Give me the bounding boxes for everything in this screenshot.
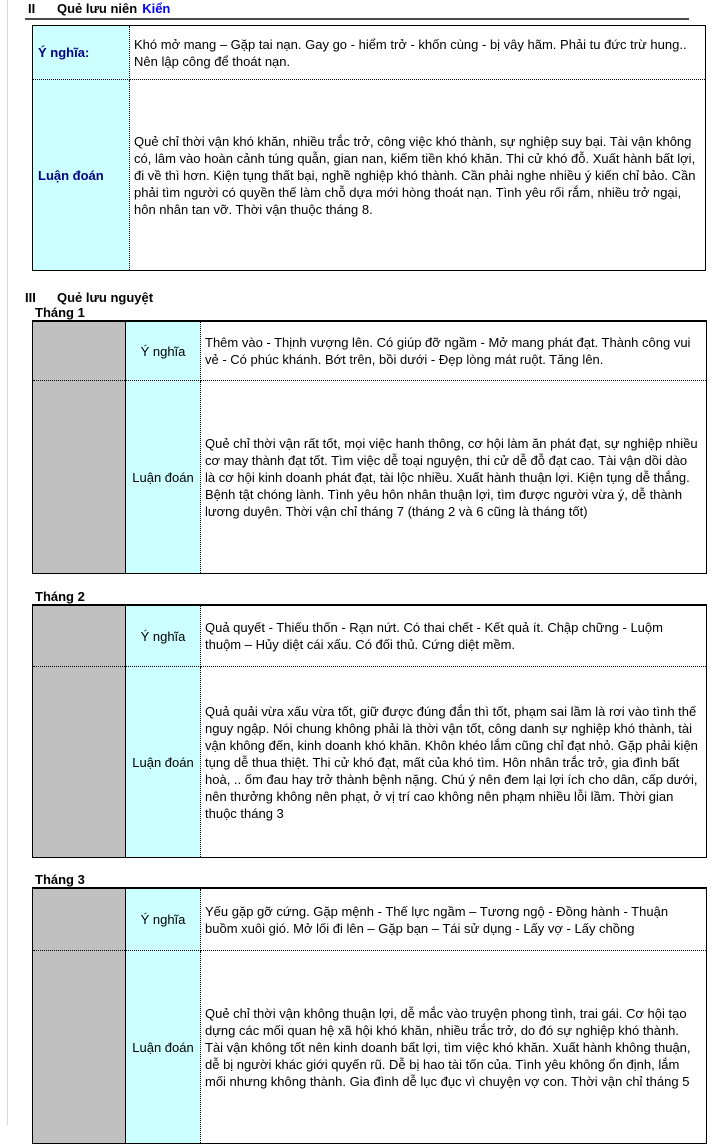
table-row bbox=[33, 80, 706, 271]
meaning-label: Ý nghĩa bbox=[126, 888, 201, 951]
meaning-text: Quả quyết - Thiếu thốn - Rạn nứt. Có thai chết - Kết quả ít. Chập chững - Luộm thuộm – Hủy diệt cái xấu. Có đối thủ. Cứng diệt mềm. bbox=[201, 605, 707, 667]
section-title: Quẻ lưu nguyệt bbox=[57, 290, 154, 305]
hexagram-link[interactable]: Kiển bbox=[142, 1, 171, 16]
judgment-text: Quẻ chỉ thời vận khó khăn, nhiều trắc trở, công việc khó thành, sự nghiệp suy bại. Tài vận không có, lâm vào hoàn cảnh túng quẫn, gian nan, kiếm tiền khó khăn. Thi cử khó đỗ. Xuất hành bất lợi, đi về thì hơn. Kiện tụng thất bại, nghề nghiệp khó thành. Cần phải nghe nhiều ý kiến chỉ bảo. Cần phải tìm người có quyền thế làm chỗ dựa mới hòng thoát nạn. Tình yêu rối rắm, nhiều trở ngại, hôn nhân tan vỡ. Thời vận thuộc tháng 8. bbox=[134, 133, 696, 217]
annual-table bbox=[32, 25, 706, 271]
meaning-label: Ý nghĩa: bbox=[33, 26, 130, 80]
section-numeral: III bbox=[25, 290, 36, 305]
meaning-text: Thêm vào - Thịnh vượng lên. Có giúp đỡ ngầm - Mở mang phát đạt. Thành công vui vẻ - Có phúc khánh. Bớt trên, bồi dưới - Đẹp lòng mát ruột. Tăng lên. bbox=[201, 321, 707, 381]
section-monthly-heading bbox=[0, 291, 718, 305]
table-row bbox=[33, 605, 707, 667]
table-row bbox=[33, 888, 707, 951]
section-annual-heading bbox=[0, 2, 718, 16]
hexagram-cell bbox=[33, 321, 126, 381]
month-table bbox=[32, 887, 707, 1144]
hexagram-cell bbox=[33, 667, 126, 858]
judgment-text: Quẻ chỉ thời vận rất tốt, mọi việc hanh thông, cơ hội làm ăn phát đạt, sự nghiệp nhiều cơ may thành đạt tốt. Tìm việc dễ toại nguyện, thi cử dễ đỗ đạt cao. Tài vận dồi dào là cơ hội kinh doanh phát đạt, tài lộc nhiều. Xuất hành thuận lợi. Kiện tụng dễ thắng. Bệnh tật chóng lành. Tình yêu hôn nhân thuận lợi, tìm được người vừa ý, dễ thành lương duyên. Thời vận chỉ tháng 7 (tháng 2 và 6 cũng là tháng tốt) bbox=[205, 435, 698, 519]
month-title: Tháng 3 bbox=[35, 872, 85, 887]
judgment-text: Quả quải vừa xấu vừa tốt, giữ được đúng đắn thì tốt, phạm sai lầm là rơi vào tình thế nguy ngập. Nói chung không phải là thời vận tốt, công danh sự nghiệp khó thành, tài vận không đến, kinh doanh khó khăn. Khôn khéo lắm cũng chỉ đạt nhỏ. Gặp phải kiện tụng dễ thua thiệt. Thi cử khó đạt, mất của khó tìm. Hôn nhân trắc trở, gia đình bất hoà, .. ốm đau hay trở thành bệnh nặng. Chú ý nên đem lại lợi ích cho dân, cấp dưới, nên thưởng không nên phạt, ở vị trí cao không nên phạm nhiều lỗi lầm. Thời gian thuộc tháng 3 bbox=[205, 703, 698, 821]
meaning-text: Yếu gặp gỡ cứng. Gặp mệnh - Thế lực ngầm – Tương ngộ - Đồng hành - Thuận buồm xuôi gió. Mở lối đi lên – Gặp bạn – Tái sử dụng - Lấy vợ - Lấy chồng bbox=[201, 888, 707, 951]
table-row bbox=[33, 381, 707, 574]
month-section-2 bbox=[0, 591, 718, 858]
table-row bbox=[33, 951, 707, 1144]
table-row bbox=[33, 321, 707, 381]
month-table bbox=[32, 604, 707, 858]
judgment-label: Luận đoán bbox=[126, 951, 201, 1144]
month-table bbox=[32, 320, 707, 574]
month-title: Tháng 2 bbox=[35, 589, 85, 604]
hexagram-cell bbox=[33, 888, 126, 951]
section-numeral: II bbox=[28, 1, 36, 16]
meaning-text: Khó mở mang – Gặp tai nạn. Gay go - hiểm trở - khốn cùng - bị vây hãm. Phải tu đức trừ hung.. Nên lập công để thoát nạn. bbox=[130, 26, 706, 80]
table-row bbox=[33, 667, 707, 858]
table-row bbox=[33, 26, 706, 80]
month-section-1 bbox=[0, 307, 718, 574]
judgment-label: Luận đoán bbox=[33, 80, 130, 271]
month-section-3 bbox=[0, 874, 718, 1144]
section-title: Quẻ lưu niên bbox=[57, 1, 138, 16]
heading-rule bbox=[25, 18, 689, 20]
judgment-label: Luận đoán bbox=[126, 381, 201, 574]
meaning-label: Ý nghĩa bbox=[126, 605, 201, 667]
judgment-text: Quẻ chỉ thời vận không thuận lợi, dễ mắc vào truyện phong tình, trai gái. Cơ hội tạo dựng các mối quan hệ xã hội khó khăn, nhiều trắc trở, do đó sự nghiệp khó thành. Tài vận không tốt nên kinh doanh bất lợi, tìm việc khó khăn. Xuất hành không thuận, dễ bị người khác giới quyến rũ. Dễ bị hao tài tốn của. Tình yêu không ổn định, lắm mối nhưng không thành. Gia đình dễ lục đục vì chuyện vợ con. Thời vận chỉ tháng 5 bbox=[205, 1005, 691, 1089]
judgment-label: Luận đoán bbox=[126, 667, 201, 858]
meaning-label: Ý nghĩa bbox=[126, 321, 201, 381]
hexagram-cell bbox=[33, 381, 126, 574]
hexagram-cell bbox=[33, 605, 126, 667]
month-title: Tháng 1 bbox=[35, 305, 85, 320]
hexagram-cell bbox=[33, 951, 126, 1144]
